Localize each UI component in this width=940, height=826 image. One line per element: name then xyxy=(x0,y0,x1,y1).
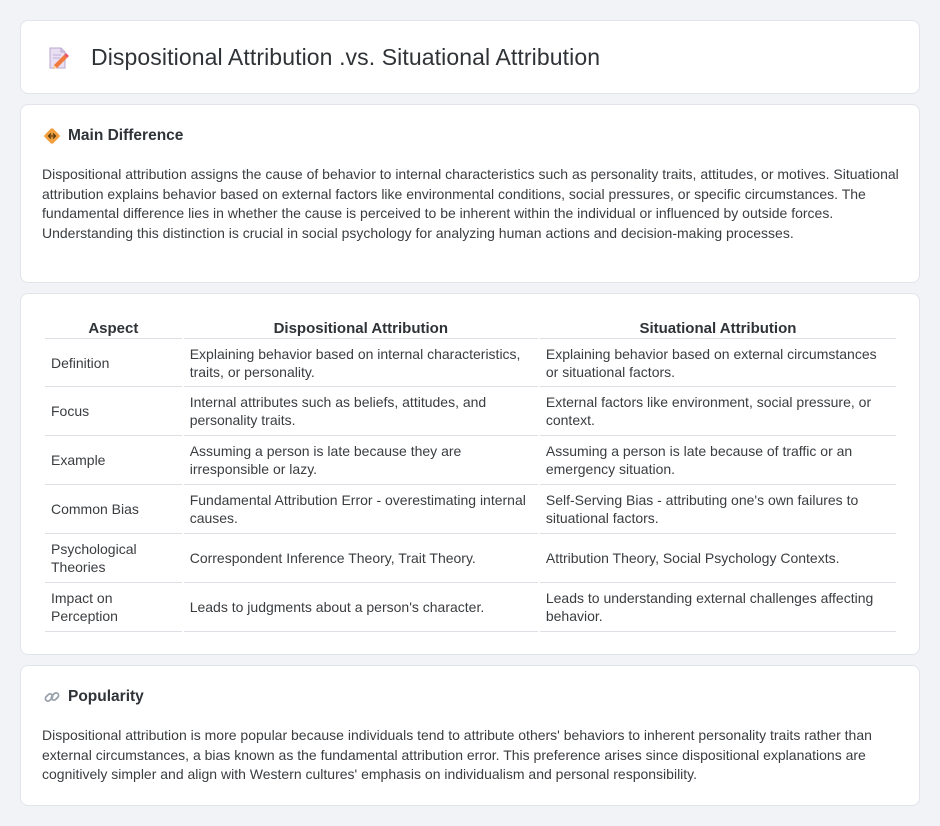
header-situational: Situational Attribution xyxy=(639,320,797,337)
table-row xyxy=(45,436,896,485)
dispositional-cell: Internal attributes such as beliefs, attitudes, and personality traits. xyxy=(184,387,538,436)
dispositional-cell: Explaining behavior based on internal characteristics, traits, or personality. xyxy=(184,338,538,387)
aspect-cell: Impact on Perception xyxy=(45,583,182,632)
aspect-cell: Definition xyxy=(45,338,182,387)
page-title: Dispositional Attribution .vs. Situational Attribution xyxy=(91,44,601,70)
header-aspect: Aspect xyxy=(88,320,139,337)
diamond-arrows-icon xyxy=(43,127,61,145)
popularity-section xyxy=(20,665,920,806)
situational-cell: Self-Serving Bias - attributing one's own failures to situational factors. xyxy=(540,485,896,534)
table-row xyxy=(45,338,896,387)
dispositional-cell: Leads to judgments about a person's character. xyxy=(184,583,538,632)
table-row xyxy=(45,485,896,534)
situational-cell: Assuming a person is late because of traffic or an emergency situation. xyxy=(540,436,896,485)
table-row xyxy=(45,534,896,583)
table-row xyxy=(45,583,896,632)
situational-cell: External factors like environment, social pressure, or context. xyxy=(540,387,896,436)
dispositional-cell: Correspondent Inference Theory, Trait Theory. xyxy=(184,534,538,583)
aspect-cell: Focus xyxy=(45,387,182,436)
dispositional-cell: Fundamental Attribution Error - overestimating internal causes. xyxy=(184,485,538,534)
table-row xyxy=(45,387,896,436)
comparison-section xyxy=(20,293,920,655)
situational-cell: Attribution Theory, Social Psychology Contexts. xyxy=(540,534,896,583)
popularity-heading: Popularity xyxy=(68,688,144,705)
link-icon xyxy=(43,688,61,706)
header-dispositional: Dispositional Attribution xyxy=(273,320,448,337)
dispositional-cell: Assuming a person is late because they are irresponsible or lazy. xyxy=(184,436,538,485)
popularity-text: Dispositional attribution is more popular because individuals tend to attribute others' behaviors to inherent personality traits rather than external circumstances, a bias known as the fundamental attribution error. This preference arises since dispositional explanations are cognitively simpler and align with Western cultures' emphasis on individualism and personal responsibility. xyxy=(42,727,872,783)
situational-cell: Explaining behavior based on external circumstances or situational factors. xyxy=(540,338,896,387)
aspect-cell: Psychological Theories xyxy=(45,534,182,583)
table-header-row xyxy=(45,315,896,338)
main-difference-text: Dispositional attribution assigns the cause of behavior to internal characteristics such as personality traits, attitudes, or motives. Situational attribution explains behavior based on external factors like environmental conditions, social pressures, or specific circumstances. The fundamental difference lies in whether the cause is perceived to be inherent within the individual or influenced by outside forces. Understanding this distinction is crucial in social psychology for analyzing human actions and decision-making processes. xyxy=(42,166,899,241)
situational-cell: Leads to understanding external challenges affecting behavior. xyxy=(540,583,896,632)
comparison-table xyxy=(43,315,898,632)
aspect-cell: Common Bias xyxy=(45,485,182,534)
main-difference-section xyxy=(20,104,920,283)
aspect-cell: Example xyxy=(45,436,182,485)
main-difference-heading: Main Difference xyxy=(68,127,184,144)
document-pencil-icon xyxy=(45,45,71,71)
title-card xyxy=(20,20,920,94)
